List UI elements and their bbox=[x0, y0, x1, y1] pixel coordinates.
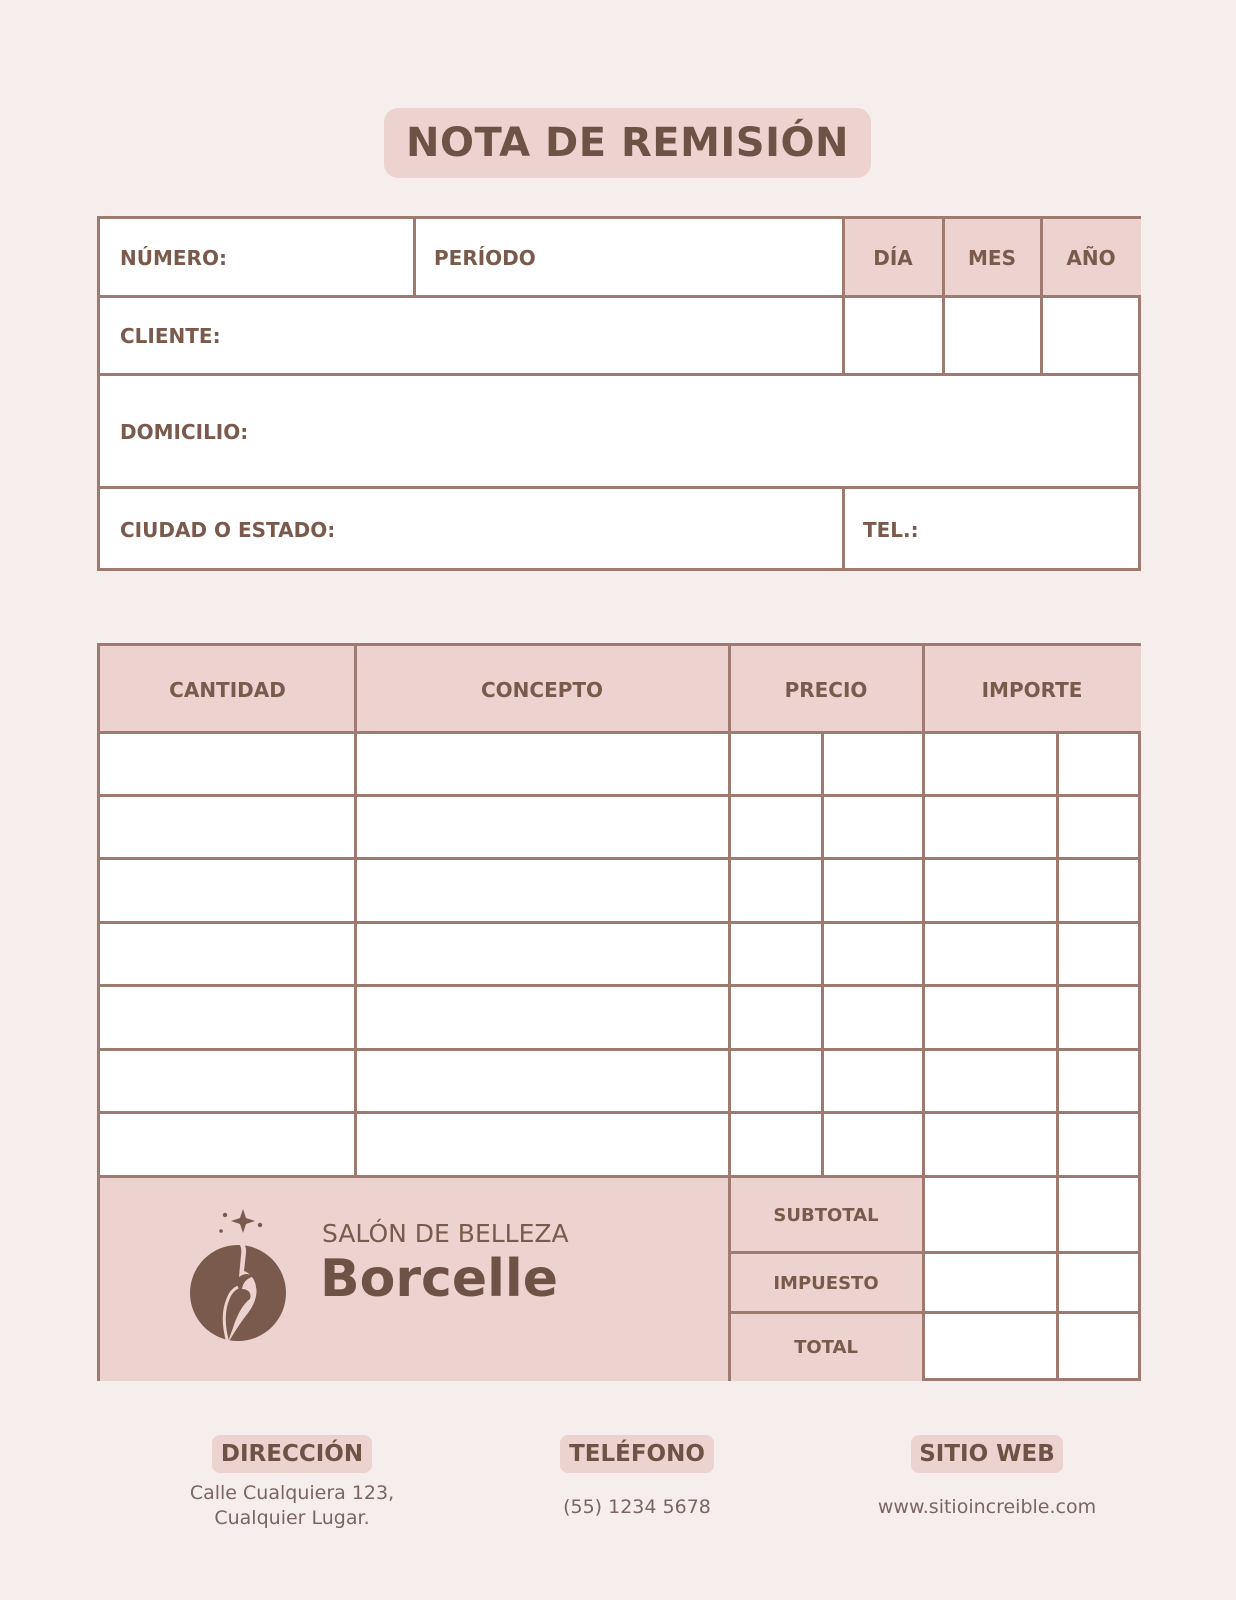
anio-input[interactable] bbox=[1041, 297, 1141, 375]
footer-direccion-label: DIRECCIÓN bbox=[212, 1435, 372, 1473]
divider bbox=[100, 921, 1141, 924]
brand-name: Borcelle bbox=[320, 1249, 559, 1309]
impuesto-label: IMPUESTO bbox=[729, 1253, 923, 1313]
divider bbox=[100, 1048, 1141, 1051]
footer-sitio-label: SITIO WEB bbox=[911, 1435, 1063, 1473]
divider bbox=[100, 1111, 1141, 1114]
mes-input[interactable] bbox=[943, 297, 1041, 375]
footer-telefono-label: TELÉFONO bbox=[560, 1435, 714, 1473]
subtotal-label: SUBTOTAL bbox=[729, 1177, 923, 1253]
mes-header: MES bbox=[943, 219, 1041, 297]
footer-direccion-line1: Calle Cualquiera 123, bbox=[189, 1482, 395, 1504]
divider bbox=[100, 295, 1141, 298]
footer-telefono-value: (55) 1234 5678 bbox=[563, 1496, 711, 1518]
dia-header: DÍA bbox=[843, 219, 943, 297]
header-form bbox=[97, 216, 1141, 571]
divider bbox=[1056, 733, 1059, 1381]
divider bbox=[728, 646, 731, 1381]
tel-field[interactable]: TEL.: bbox=[863, 517, 919, 542]
brand-block bbox=[100, 1177, 729, 1381]
hand-sparkle-icon bbox=[188, 1203, 308, 1353]
divider bbox=[100, 984, 1141, 987]
ciudad-field[interactable]: CIUDAD O ESTADO: bbox=[120, 517, 336, 542]
col-header-concepto: CONCEPTO bbox=[355, 646, 729, 733]
divider bbox=[729, 1311, 1141, 1314]
divider bbox=[842, 219, 845, 375]
col-header-cantidad: CANTIDAD bbox=[100, 646, 355, 733]
divider bbox=[942, 219, 945, 375]
divider bbox=[100, 731, 1141, 734]
divider bbox=[100, 373, 1141, 376]
divider bbox=[821, 733, 824, 1177]
footer-sitio-value[interactable]: www.sitioincreible.com bbox=[877, 1496, 1097, 1518]
divider bbox=[100, 857, 1141, 860]
divider bbox=[842, 488, 845, 571]
dia-input[interactable] bbox=[843, 297, 943, 375]
divider bbox=[100, 794, 1141, 797]
divider bbox=[413, 219, 416, 297]
footer-direccion-line2: Cualquier Lugar. bbox=[214, 1507, 370, 1529]
cliente-field[interactable]: CLIENTE: bbox=[120, 324, 221, 348]
divider bbox=[1040, 219, 1043, 375]
footer-direccion-text bbox=[150, 1481, 434, 1531]
page-title: NOTA DE REMISIÓN bbox=[384, 108, 871, 178]
total-label: TOTAL bbox=[729, 1313, 923, 1381]
col-header-precio: PRECIO bbox=[729, 646, 923, 733]
anio-header: AÑO bbox=[1041, 219, 1141, 297]
items-table bbox=[97, 643, 1141, 1381]
divider bbox=[354, 646, 357, 1177]
divider bbox=[729, 1251, 1141, 1254]
col-header-importe: IMPORTE bbox=[923, 646, 1141, 733]
divider bbox=[100, 486, 1141, 489]
numero-field[interactable]: NÚMERO: bbox=[120, 246, 227, 270]
brand-tagline: SALÓN DE BELLEZA bbox=[322, 1219, 569, 1248]
periodo-field[interactable]: PERÍODO bbox=[434, 246, 536, 270]
divider bbox=[922, 646, 925, 1381]
divider bbox=[100, 1175, 1141, 1178]
domicilio-field[interactable]: DOMICILIO: bbox=[120, 419, 249, 444]
